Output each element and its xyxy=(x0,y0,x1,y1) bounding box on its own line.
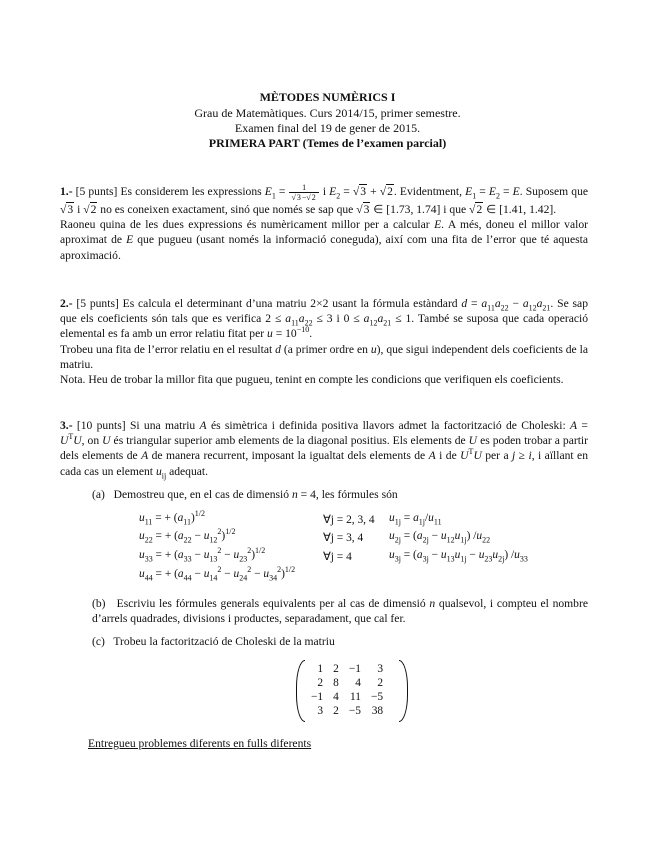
right-paren xyxy=(399,660,408,722)
problem-2: 2.- [5 punts] Es calcula el determinant d’una matriu 2×2 usant la fórmula estàndard $d = a_{11}a_{22} - a_{12}a_{21}$. Se sap que els coeficients són tals que es verifica $2 \le a_{11}a_{22} \le 3$ i $0 \le a_{12}a_{21} \le 1$. També se suposa que cada operació elemental es fa amb un error relatiu fitat per $u = 10^{-10}$. Trobeu una fita de l’error relatiu en el resultat d (a primer ordre en u), que sigui independent dels coeficients de la matriu. Nota. Heu de trobar la millor fita que pugueu, tenint en compte les condicions que verifiquen els coeficients. xyxy=(60,297,589,387)
exam-title: MÈTODES NUMÈRICS I xyxy=(259,90,396,104)
course-line: Grau de Matemàtiques. Curs 2014/15, primer semestre. xyxy=(194,106,461,120)
problem-number: 3.- xyxy=(60,419,73,432)
forall-3: ∀j = 4 xyxy=(323,551,352,563)
formula-u3j: $u_{3j} = (a_{3j} - u_{13}u_{1j} - u_{23}u_{2j})$ $/u_{33}$ xyxy=(389,549,528,564)
matrix-cell: 8 xyxy=(333,677,339,689)
formula-u11: $u_{11}$ = + $(a_{11})^{1/2}$ xyxy=(139,509,206,527)
part-a: (a) Demostreu que, en el cas de dimensió n = 4, les fórmules són xyxy=(92,488,398,501)
matrix-row xyxy=(306,676,388,690)
matrix-cell: 3 xyxy=(377,663,384,675)
matrix-cell: −5 xyxy=(370,691,384,703)
matrix-cell: 38 xyxy=(371,705,384,717)
matrix-cell: 1 xyxy=(317,663,324,675)
part-b: (b) Escriviu les fórmules generals equivalents per al cas de dimensió n qualsevol, i compteu el nombre d’arrels quadrades, divisions i productes, separadament, que cal fer. xyxy=(92,597,588,626)
points: [5 punts] xyxy=(76,297,119,310)
points: [10 punts] xyxy=(76,419,126,432)
matrix-row xyxy=(306,690,388,704)
part-title: PRIMERA PART (Temes de l’examen parcial) xyxy=(208,136,447,150)
points: [5 punts] xyxy=(75,185,118,199)
matrix-cell: 2 xyxy=(333,705,339,717)
matrix xyxy=(296,660,408,720)
forall-1: ∀j = 2, 3, 4 xyxy=(323,514,375,526)
matrix-cell: 2 xyxy=(317,677,324,689)
formula-u2j: $u_{2j} = (a_{2j} - u_{12}u_{1j})$ $/u_{22}$ xyxy=(389,530,491,545)
footer-note: Entregueu problemes diferents en fulls diferents xyxy=(88,737,312,750)
matrix-cell: −1 xyxy=(348,663,361,675)
formula-u44: $u_{44}$ = + $(a_{44} - u_{14}^2 - u_{24}^2 - u_{34}^2)^{1/2}$ xyxy=(139,565,296,583)
matrix-cell: 4 xyxy=(355,677,361,689)
matrix-row xyxy=(306,704,388,718)
problem-number: 2.- xyxy=(60,297,73,310)
matrix-cell: 3 xyxy=(317,705,324,717)
problem-1: 1.- [5 punts] Es considerem les expressions $E_1$ = $\frac{1}{√3-√2}$ i $E_2 = √3 + √2$. Evidentment, $E_1 = E_2 = E$. Suposem que √3 i √2 no es coneixen exactament, sinó que només se sap que √3 ∈ [1.73, 1.74] i que √2 ∈ [1.41, 1.42]. Raoneu quina de les dues expressions és numèricament millor per a calcular E. A més, doneu el millor valor aproximat de E que pugueu (usant només la informació coneguda), així com una fita de l’error que té aquesta aproximació. xyxy=(60,183,589,262)
part-c: (c) Trobeu la factorització de Choleski de la matriu xyxy=(92,635,335,648)
matrix-cell: 4 xyxy=(333,691,339,703)
forall-2: ∀j = 3, 4 xyxy=(323,532,364,544)
matrix-cell: 2 xyxy=(333,663,339,675)
matrix-cell: −1 xyxy=(311,691,324,703)
formula-u33: $u_{33}$ = + $(a_{33} - u_{13}^2 - u_{23}^2)^{1/2}$ xyxy=(139,546,266,564)
matrix-cell: −5 xyxy=(348,705,361,717)
fraction: $\frac{1}{√3-√2}$ xyxy=(289,183,318,202)
left-paren xyxy=(296,660,305,722)
matrix-row xyxy=(306,662,388,676)
problem-number: 1.- xyxy=(60,185,73,199)
formula-u1j: $u_{1j} = a_{1j}/u_{11}$ xyxy=(389,512,442,527)
problem-3: 3.- [10 punts] Si una matriu A és simètrica i definida positiva llavors admet la factorització de Choleski: $A = U^TU$, on U és triangular superior amb elements de la diagonal positius. Els elements de U es poden trobar a partir dels elements de A de manera recurrent, imposant la igualtat dels elements de A i de $U^TU$ per a j ≥ i, i aïllant en cada cas un element $u_{ij}$ adequat. xyxy=(60,419,589,480)
matrix-cell: 11 xyxy=(349,691,361,703)
matrix-table xyxy=(306,662,388,718)
formula-u22: $u_{22}$ = + $(a_{22} - u_{12}^2)^{1/2}$ xyxy=(139,527,236,545)
matrix-cell: 2 xyxy=(377,677,384,689)
exam-date-line: Examen final del 19 de gener de 2015. xyxy=(234,121,421,135)
